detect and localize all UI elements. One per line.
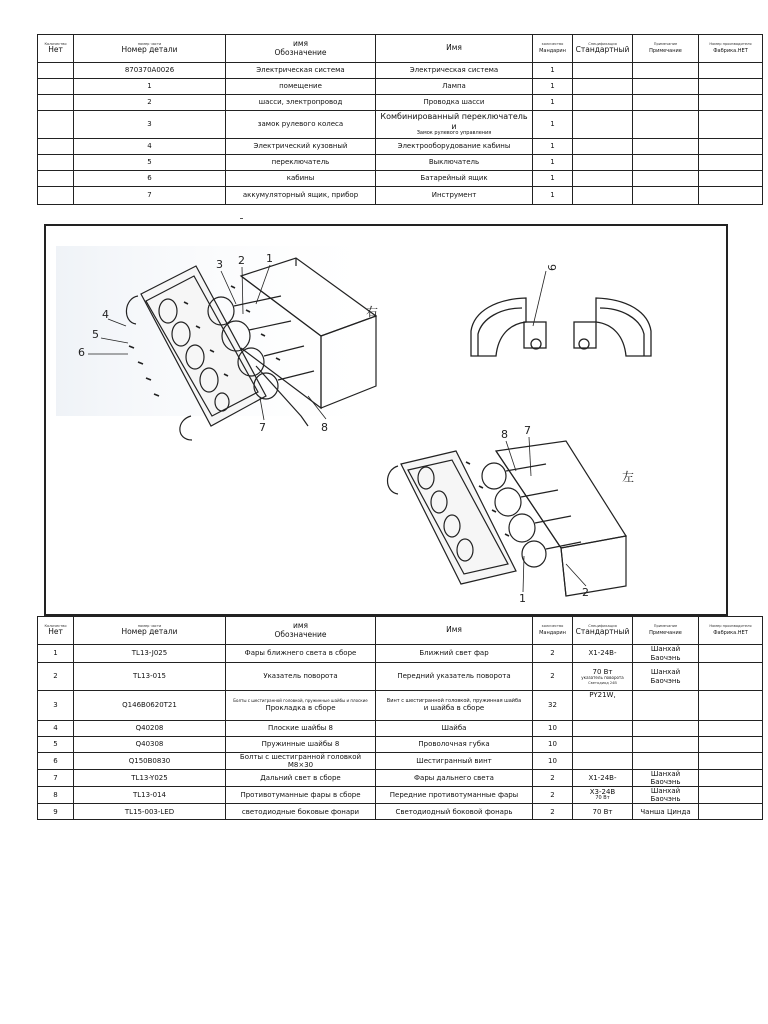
header-factory: Номер производителя Фабрика.НЕТ	[699, 35, 763, 63]
panel-handle	[180, 416, 192, 440]
table-row: 2 шасси, электропровод Проводка шасси 1	[38, 95, 763, 111]
direction-char-right: 右	[366, 305, 379, 319]
callout-label: 9	[545, 264, 558, 271]
table-row: 5 Q40308 Пружинные шайбы 8 Проволочная губка 10	[38, 737, 763, 753]
table-header	[38, 617, 763, 645]
callout-label: 5	[92, 328, 99, 341]
table-row: 6 кабины Батарейный ящик 1	[38, 171, 763, 187]
table-row: 8 TL13-014 Противотуманные фары в сборе Передние противотуманные фары 2 X3-24В 70 Вт Шанхай Баочэнь	[38, 787, 763, 804]
lamp-body	[509, 514, 535, 542]
table-row: 5 переключатель Выключатель 1	[38, 155, 763, 171]
header-part: номер части Номер детали	[74, 617, 226, 645]
side-lamp-detail	[471, 271, 651, 356]
callout-label: 8	[501, 428, 508, 441]
table-row: 4 Q40208 Плоские шайбы 8 Шайба 10	[38, 721, 763, 737]
table-row: 1 TL13-J025 Фары ближнего света в сборе Ближний свет фар 2 X1-24В- Шанхай Баочэнь	[38, 645, 763, 663]
housing-side	[561, 536, 626, 596]
table-row: 6 Q150B0830 Болты с шестигранной головкой M8×30 Шестигранный винт 10	[38, 753, 763, 770]
header-spec: Спецификация Стандартный	[573, 35, 633, 63]
direction-char-left: 左	[622, 470, 635, 484]
header-part: номер части Номер детали	[74, 35, 226, 63]
callout-label: 4	[102, 308, 109, 321]
table-row: 9 TL15-003-LED светодиодные боковые фонари Светодиодный боковой фонарь 2 70 Вт Чанша Цинда	[38, 804, 763, 820]
side-lamp-right	[596, 298, 651, 356]
table-row: 3 Q146B0620T21 Болты с шестигранной головкой, пружинные шайбы и плоские Прокладка в сборе Винт с шестигранной головкой, пружинная шайба и шайба в сборе 32 PY21W,	[38, 691, 763, 721]
header-factory: Номер производителя Фабрика.НЕТ	[699, 617, 763, 645]
lower-assembly	[388, 441, 627, 596]
callout-label: 7	[259, 421, 266, 434]
lamp-body	[522, 541, 546, 567]
housing-top	[496, 441, 626, 548]
header-designation: имя Обозначение	[226, 617, 376, 645]
bracket-right	[574, 322, 596, 348]
panel-handle	[388, 466, 399, 494]
header-no: Количество Нет	[38, 35, 74, 63]
table-row: 7 TL13-Y025 Дальний свет в сборе Фары дальнего света 2 X1-24В- Шанхай Баочэнь	[38, 770, 763, 787]
header-qty: количество Мандарин	[533, 35, 573, 63]
lamp-assembly-diagram	[44, 224, 728, 616]
callout-label: 2	[582, 586, 589, 599]
callout-label: 7	[524, 424, 531, 437]
table-row: 870370А0026 Электрическая система Электрическая система 1	[38, 63, 763, 79]
table-row: 7 аккумуляторный ящик, прибор Инструмент 1	[38, 187, 763, 205]
lamp-body	[495, 488, 521, 516]
callout-label: 2	[238, 254, 245, 267]
parts-table-top	[37, 34, 763, 205]
side-lamp-left	[471, 298, 526, 356]
header-note: Примечание Примечание	[633, 35, 699, 63]
callout-label: 3	[216, 258, 223, 271]
table-row: 2 TL13-015 Указатель поворота Передний указатель поворота 2 70 Вт указатель поворота Светодиод 24В Шанхай Баочэнь	[38, 663, 763, 691]
header-name: Имя	[376, 35, 533, 63]
table-header	[38, 35, 763, 63]
callout-label: 1	[266, 252, 273, 265]
diagram-drawing	[46, 226, 726, 614]
callout-label: 6	[78, 346, 85, 359]
header-qty: количество Мандарин	[533, 617, 573, 645]
lamp-body	[482, 463, 506, 489]
table-row: 1 помещение Лампа 1	[38, 79, 763, 95]
tick-mark	[240, 218, 243, 219]
callout-label: 1	[519, 592, 526, 605]
table-row: 4 Электрический кузовный Электрооборудование кабины 1	[38, 139, 763, 155]
header-name: Имя	[376, 617, 533, 645]
header-no: Количество Нет	[38, 617, 74, 645]
header-note: Примечание Примечание	[633, 617, 699, 645]
header-spec: Спецификация Стандартный	[573, 617, 633, 645]
callout-label: 8	[321, 421, 328, 434]
parts-table-bottom	[37, 616, 763, 820]
header-designation: имя Обозначение	[226, 35, 376, 63]
bracket-left	[524, 322, 546, 348]
table-row: 3 замок рулевого колеса Комбинированный переключатель и Замок рулевого управления 1	[38, 111, 763, 139]
